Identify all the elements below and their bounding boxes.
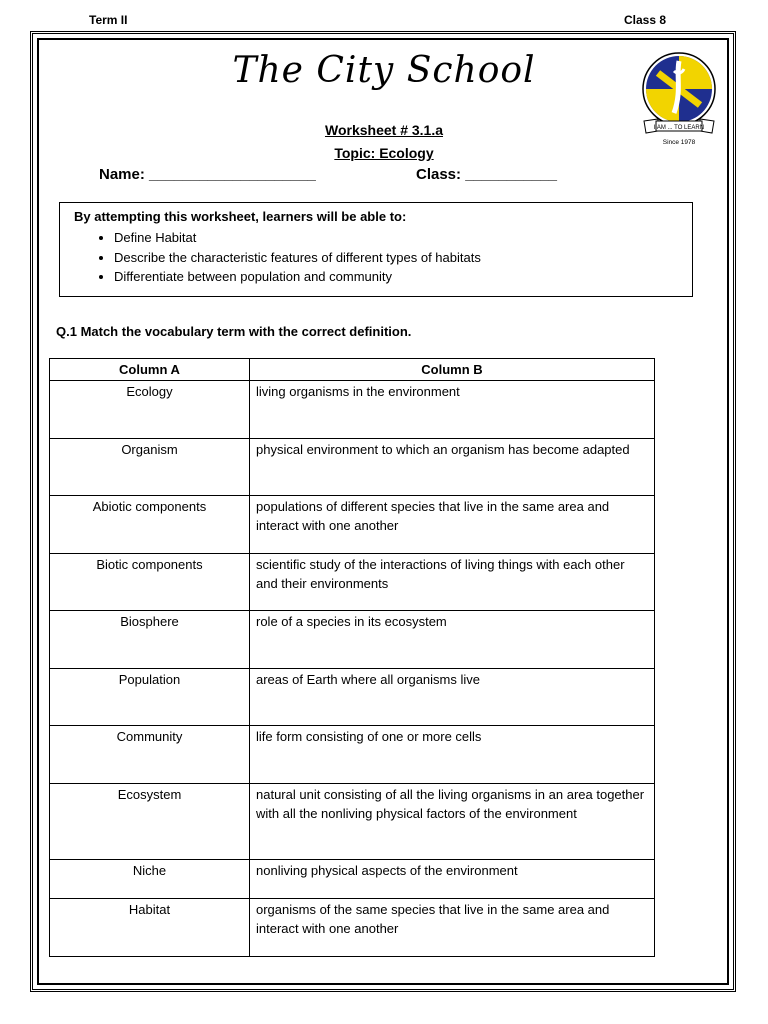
term-cell: Ecosystem <box>50 784 250 860</box>
matching-table <box>49 358 655 957</box>
term-cell: Biosphere <box>50 611 250 669</box>
table-header-row <box>50 359 655 381</box>
term-cell: Biotic components <box>50 554 250 611</box>
table-row <box>50 669 655 726</box>
name-field[interactable] <box>99 166 316 183</box>
definition-cell: physical environment to which an organism has become adapted <box>250 439 655 496</box>
definition-cell: natural unit consisting of all the living organisms in an area together with all the nonliving physical factors of the environment <box>250 784 655 860</box>
question-1: Q.1 Match the vocabulary term with the correct definition. <box>56 324 412 339</box>
term-cell: Population <box>50 669 250 726</box>
term-cell: Abiotic components <box>50 496 250 554</box>
definition-cell: organisms of the same species that live in the same area and interact with one another <box>250 899 655 957</box>
table-row <box>50 899 655 957</box>
term-cell: Ecology <box>50 381 250 439</box>
logo-since: Since 1978 <box>662 139 696 146</box>
worksheet-topic: Topic: Ecology <box>334 145 434 161</box>
term-cell: Niche <box>50 860 250 899</box>
class-label: Class: <box>416 166 462 183</box>
column-a-header: Column A <box>50 359 250 381</box>
table-row <box>50 496 655 554</box>
logo-motto: I AM ... TO LEARN <box>653 125 705 131</box>
learning-objectives-box <box>59 202 693 297</box>
objective-item: • Differentiate between population and community <box>114 267 678 287</box>
term-label: Term II <box>89 13 128 27</box>
table-row <box>50 381 655 439</box>
objective-item: • Define Habitat <box>114 228 678 248</box>
definition-cell: areas of Earth where all organisms live <box>250 669 655 726</box>
definition-cell: living organisms in the environment <box>250 381 655 439</box>
definition-cell: role of a species in its ecosystem <box>250 611 655 669</box>
class-field[interactable] <box>416 166 557 183</box>
table-row <box>50 784 655 860</box>
name-label: Name: <box>99 166 145 183</box>
table-row <box>50 554 655 611</box>
term-cell: Habitat <box>50 899 250 957</box>
class-blank: ___________ <box>465 166 557 183</box>
class-grade-label: Class 8 <box>624 13 667 27</box>
term-cell: Community <box>50 726 250 784</box>
school-title: The City School <box>232 50 536 91</box>
objective-item: • Describe the characteristic features of different types of habitats <box>114 248 678 268</box>
worksheet-number: Worksheet # 3.1.a <box>324 122 444 138</box>
term-cell: Organism <box>50 439 250 496</box>
table-row <box>50 726 655 784</box>
definition-cell: populations of different species that live in the same area and interact with one another <box>250 496 655 554</box>
objectives-heading: By attempting this worksheet, learners will be able to: <box>74 209 407 224</box>
name-blank: ____________________ <box>149 166 316 183</box>
definition-cell: scientific study of the interactions of living things with each other and their environments <box>250 554 655 611</box>
table-row <box>50 439 655 496</box>
column-b-header: Column B <box>250 359 655 381</box>
definition-cell: life form consisting of one or more cells <box>250 726 655 784</box>
table-row <box>50 860 655 899</box>
definition-cell: nonliving physical aspects of the environment <box>250 860 655 899</box>
table-row <box>50 611 655 669</box>
objectives-list <box>74 228 678 287</box>
